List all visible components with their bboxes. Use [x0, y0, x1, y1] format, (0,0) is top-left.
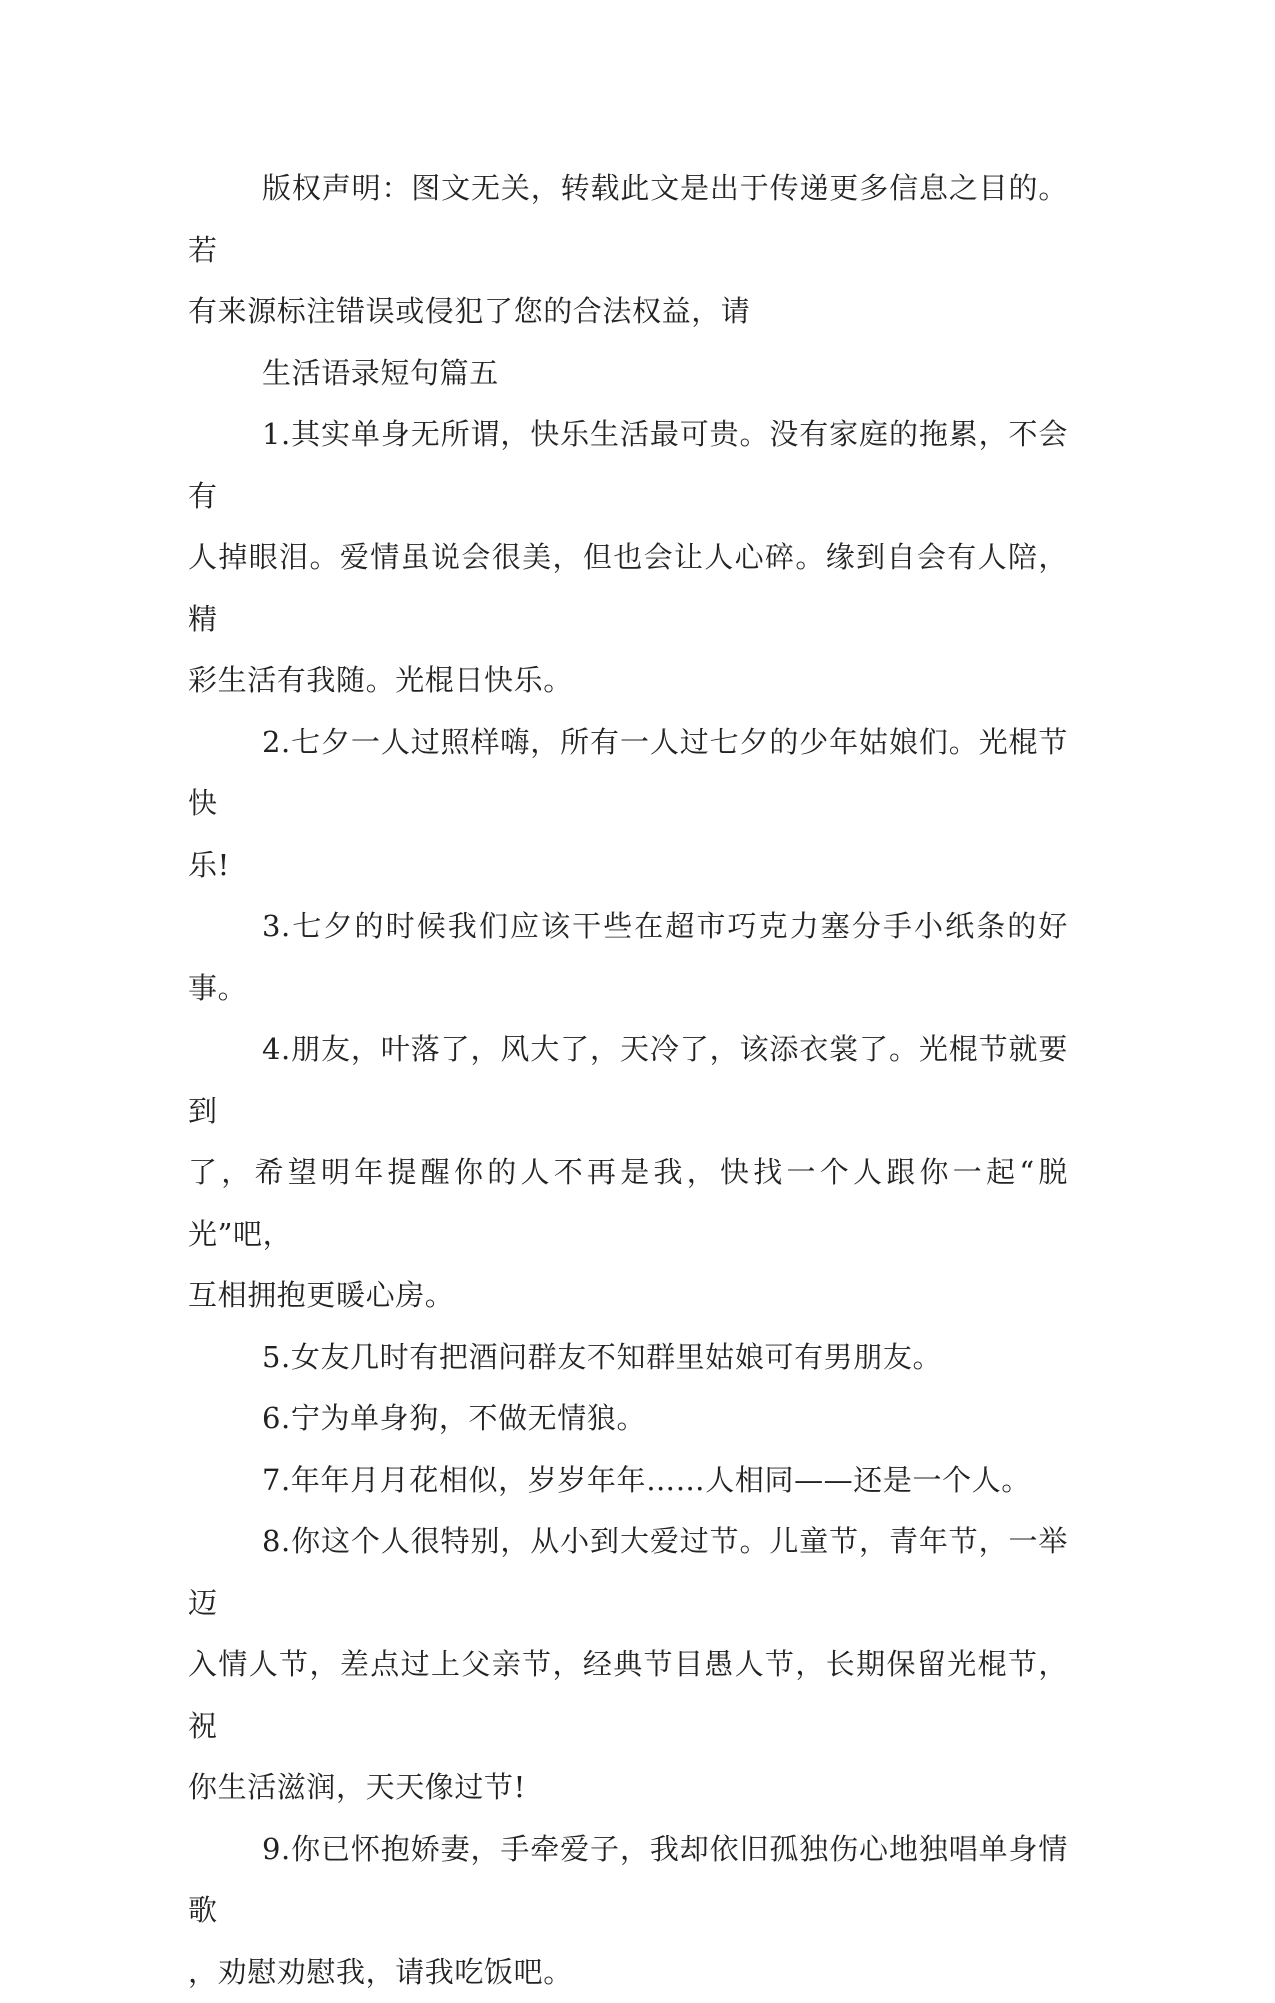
quote-item: 7.年年月月花相似，岁岁年年……人相同——还是一个人。 — [188, 1450, 1068, 1512]
copyright-notice: 版权声明：图文无关，转载此文是出于传递更多信息之目的。若 有来源标注错误或侵犯了您的合法权益，请 — [188, 158, 1068, 343]
section-heading: 生活语录短句篇五 — [188, 343, 1068, 405]
quote-item: 4.朋友，叶落了，风大了，天冷了，该添衣裳了。光棍节就要到 了，希望明年提醒你的人不再是我，快找一个人跟你一起“脱光”吧， 互相拥抱更暖心房。 — [188, 1019, 1068, 1327]
quote-item: 1.其实单身无所谓，快乐生活最可贵。没有家庭的拖累，不会有 人掉眼泪。爱情虽说会很美，但也会让人心碎。缘到自会有人陪，精 彩生活有我随。光棍日快乐。 — [188, 404, 1068, 712]
quote-item: 5.女友几时有把酒问群友不知群里姑娘可有男朋友。 — [188, 1327, 1068, 1389]
quote-item: 6.宁为单身狗，不做无情狼。 — [188, 1388, 1068, 1450]
quote-item: 8.你这个人很特别，从小到大爱过节。儿童节，青年节，一举迈 入情人节，差点过上父亲节，经典节目愚人节，长期保留光棍节，祝 你生活滋润，天天像过节! — [188, 1511, 1068, 1819]
quote-item: 3.七夕的时候我们应该干些在超市巧克力塞分手小纸条的好事。 — [188, 896, 1068, 1019]
document-body — [188, 158, 1068, 2003]
quote-item: 9.你已怀抱娇妻，手牵爱子，我却依旧孤独伤心地独唱单身情歌 ，劝慰劝慰我，请我吃饭吧。 — [188, 1819, 1068, 2003]
quote-item: 2.七夕一人过照样嗨，所有一人过七夕的少年姑娘们。光棍节快 乐! — [188, 712, 1068, 897]
